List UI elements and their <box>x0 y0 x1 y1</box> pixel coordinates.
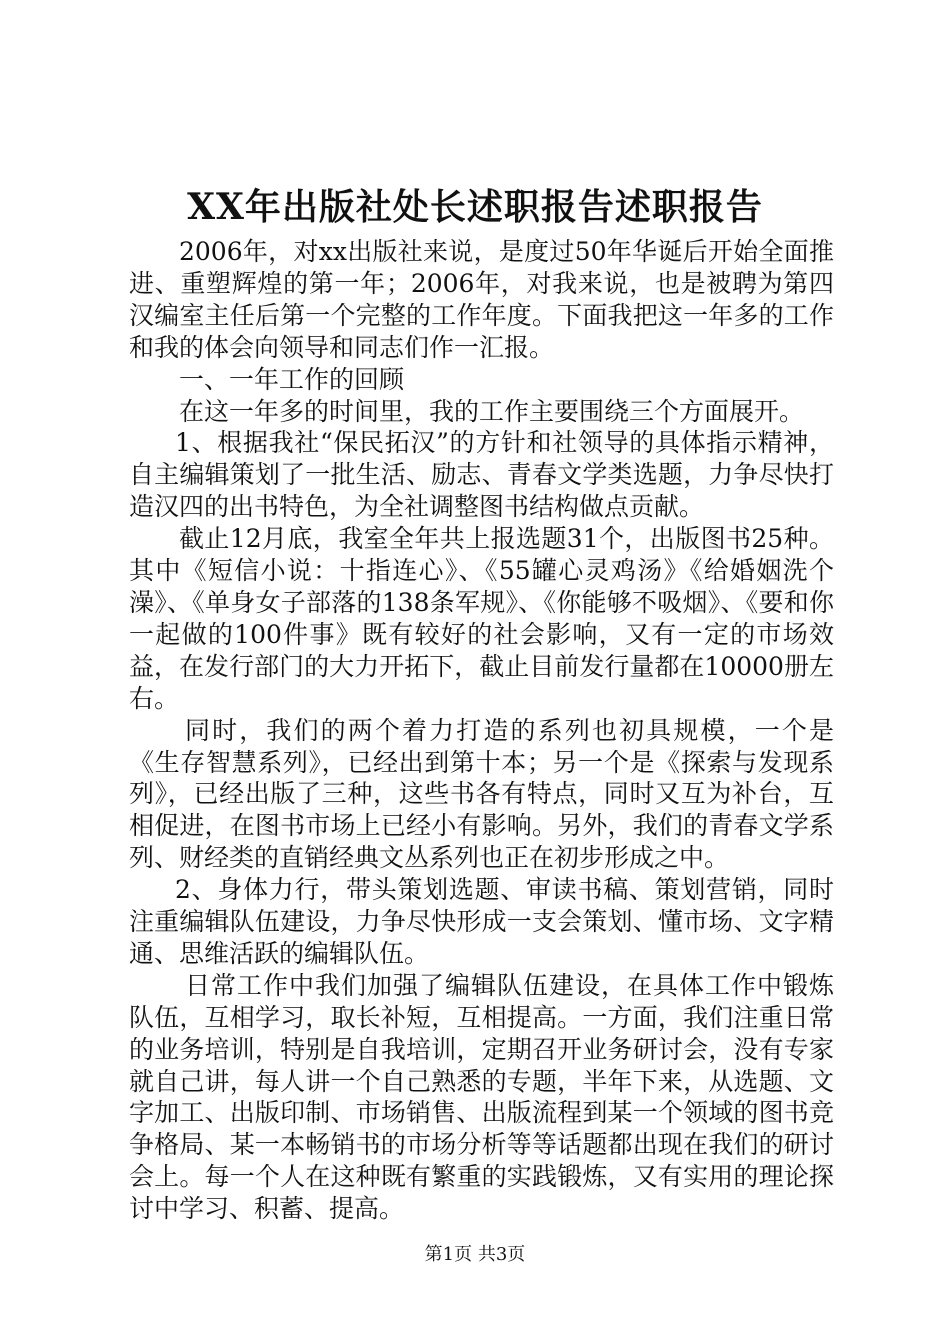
paragraph-team-building: 日常工作中我们加强了编辑队伍建设，在具体工作中锻炼队伍，互相学习，取长补短，互相提高。一方面，我们注重日常的业务培训，特别是自我培训，定期召开业务研讨会，没有专家就自己讲，每人讲一个自己熟悉的专题，半年下来，从选题、文字加工、出版印制、市场销售、出版流程到某一个领域的图书竞争格局、某一本畅销书的市场分析等等话题都出现在我们的研讨会上。每一个人在这种既有繁重的实践锻炼，又有实用的理论探讨中学习、积蓄、提高。 <box>129 970 834 1224</box>
document-title: XX年出版社处长述职报告述职报告 <box>187 186 763 228</box>
page-footer: 第1页 共3页 <box>424 1244 526 1265</box>
paragraph-point-1: 1、根据我社“保民拓汉”的方针和社领导的具体指示精神，自主编辑策划了一批生活、励志、青春文学类选题，力争尽快打造汉四的出书特色，为全社调整图书结构做点贡献。 <box>129 428 834 522</box>
paragraph-series: 同时，我们的两个着力打造的系列也初具规模，一个是《生存智慧系列》，已经出到第十本；另一个是《探索与发现系列》，已经出版了三种，这些书各有特点，同时又互为补台，互相促进，在图书市场上已经小有影响。另外，我们的青春文学系列、财经类的直销经典文丛系列也正在初步形成之中。 <box>129 715 834 873</box>
paragraph-intro: 2006年，对xx出版社来说，是度过50年华诞后开始全面推进、重塑辉煌的第一年；2006年，对我来说，也是被聘为第四汉编室主任后第一个完整的工作年度。下面我把这一年多的工作和我的体会向领导和同志们作一汇报。 <box>129 237 834 362</box>
paragraph-point-2: 2、身体力行，带头策划选题、审读书稿、策划营销，同时注重编辑队伍建设，力争尽快形成一支会策划、懂市场、文字精通、思维活跃的编辑队伍。 <box>129 875 834 968</box>
section-heading-review: 一、一年工作的回顾 <box>179 364 405 394</box>
paragraph-statistics: 截止12月底，我室全年共上报选题31个，出版图书25种。其中《短信小说：十指连心》、《55罐心灵鸡汤》《给婚姻洗个澡》、《单身女子部落的138条军规》、《你能够不吸烟》、《要和你一起做的100件事》既有较好的社会影响，又有一定的市场效益，在发行部门的大力开拓下，截止目前发行量都在10000册左右。 <box>129 524 834 713</box>
document-body <box>129 236 834 1225</box>
paragraph-overview: 在这一年多的时间里，我的工作主要围绕三个方面展开。 <box>179 396 805 426</box>
